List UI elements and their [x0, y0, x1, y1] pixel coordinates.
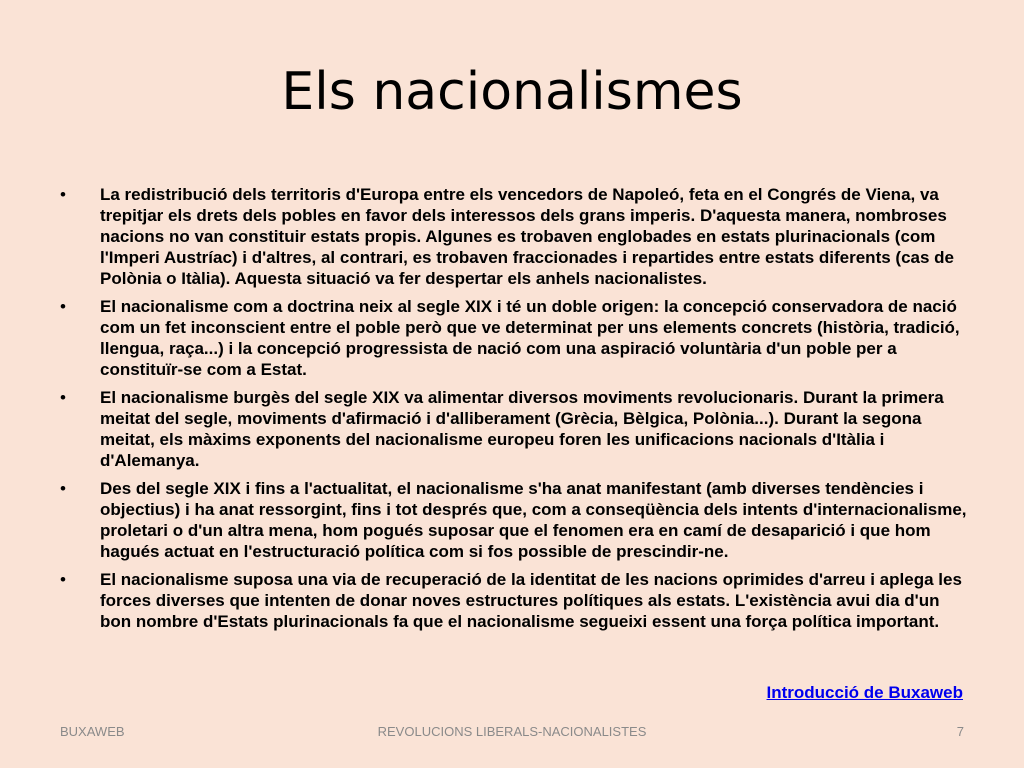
bullet-text: El nacionalisme com a doctrina neix al segle XIX i té un doble origen: la concepció conservadora de nació com un fet inconscient entre el poble però que ve determinat per uns elements concrets (història, tradició, llengua, raça...) i la concepció progressista de nació com una aspiració voluntària d'un poble per a constituïr-se com a Estat. [100, 297, 960, 379]
intro-buxaweb-link[interactable]: Introducció de Buxaweb [766, 683, 963, 702]
slide-title: Els nacionalismes [281, 62, 743, 122]
bullet-item [60, 184, 970, 289]
bullet-item [60, 387, 970, 471]
bullet-list [60, 184, 970, 639]
bullet-icon: • [60, 479, 66, 498]
bullet-text: La redistribució dels territoris d'Europa entre els vencedors de Napoleó, feta en el Congrés de Viena, va trepitjar els drets dels pobles en favor dels interessos dels grans imperis. D'aquesta manera, nombroses nacions no van constituir estats propis. Algunes es trobaven englobades en estats plurinacionals (com l'Imperi Austríac) i d'altres, al contrari, es trobaven fraccionades i repartides entre estats diferents (cas de Polònia o Itàlia). Aquesta situació va fer despertar els anhels nacionalistes. [100, 185, 954, 288]
bullet-text: El nacionalisme suposa una via de recuperació de la identitat de les nacions oprimides d'arreu i aplega les forces diverses que intenten de donar noves estructures polítiques als estats. L'existència avui dia d'un bon nombre d'Estats plurinacionals fa que el nacionalisme segueixi essent una força política important. [100, 570, 962, 631]
bullet-icon: • [60, 185, 66, 204]
bullet-icon: • [60, 388, 66, 407]
bullet-icon: • [60, 297, 66, 316]
bullet-icon: • [60, 570, 66, 589]
bullet-text: Des del segle XIX i fins a l'actualitat, el nacionalisme s'ha anat manifestant (amb diverses tendències i objectius) i ha anat ressorgint, fins i tot després que, com a conseqüència dels intents d'internacionalisme, proletari o d'un altra mena, hom pogués suposar que el fenomen era en camí de desaparició i que hom hagués actuat en l'estructuració política com si fos possible de prescindir-ne. [100, 479, 967, 561]
bullet-item [60, 296, 970, 380]
bullet-text: El nacionalisme burgès del segle XIX va alimentar diversos moviments revolucionaris. Durant la primera meitat del segle, moviments d'afirmació i d'alliberament (Grècia, Bèlgica, Polònia...). Durant la segona meitat, els màxims exponents del nacionalisme europeu foren les unificacions nacionals d'Itàlia i d'Alemanya. [100, 388, 944, 470]
footer-left-text: BUXAWEB [60, 724, 125, 739]
bullet-item [60, 478, 970, 562]
page-number: 7 [956, 724, 964, 739]
bullet-item [60, 569, 970, 632]
footer-center-text: REVOLUCIONS LIBERALS-NACIONALISTES [377, 724, 647, 739]
